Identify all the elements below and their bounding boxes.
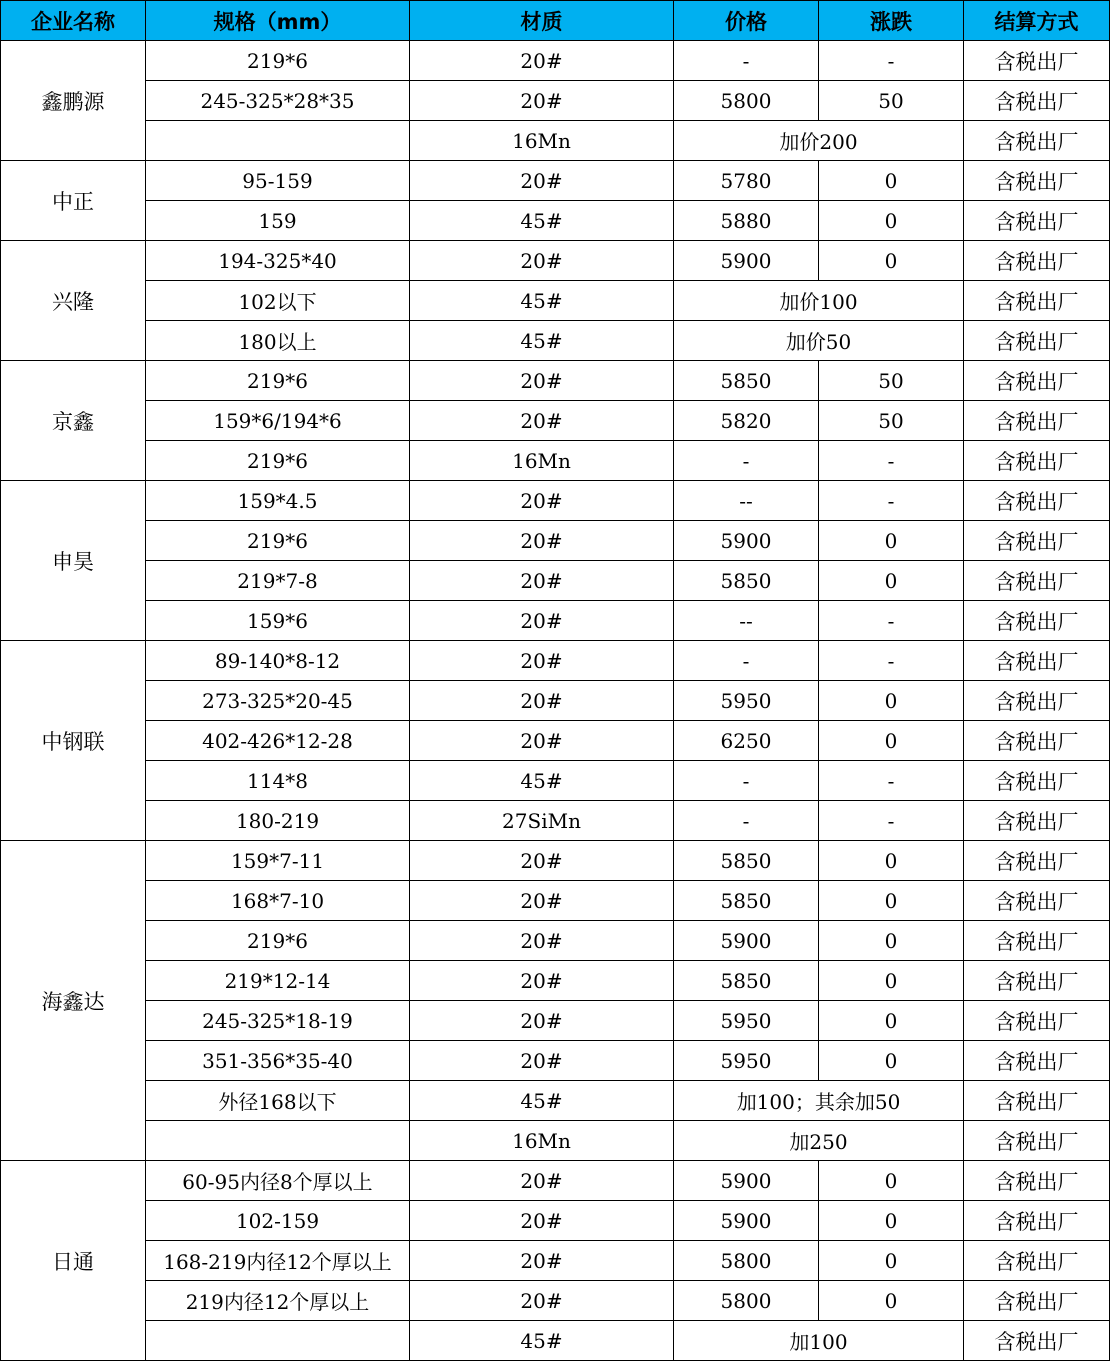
price-cell: 5850 bbox=[674, 961, 819, 1001]
settlement-cell: 含税出厂 bbox=[964, 241, 1110, 281]
material-cell: 45# bbox=[410, 1081, 674, 1121]
spec-cell: 168-219内径12个厚以上 bbox=[146, 1241, 410, 1281]
material-cell: 16Mn bbox=[410, 441, 674, 481]
change-cell: 0 bbox=[819, 1041, 964, 1081]
spec-cell: 245-325*18-19 bbox=[146, 1001, 410, 1041]
settlement-cell: 含税出厂 bbox=[964, 761, 1110, 801]
spec-cell: 159 bbox=[146, 201, 410, 241]
settlement-cell: 含税出厂 bbox=[964, 41, 1110, 81]
spec-cell: 219*6 bbox=[146, 41, 410, 81]
company-name-cell: 中钢联 bbox=[1, 641, 146, 841]
price-cell: 6250 bbox=[674, 721, 819, 761]
header-material: 材质 bbox=[410, 1, 674, 41]
table-row bbox=[1, 441, 1110, 481]
spec-cell: 273-325*20-45 bbox=[146, 681, 410, 721]
table-row bbox=[1, 1281, 1110, 1321]
change-cell: 0 bbox=[819, 201, 964, 241]
change-cell: - bbox=[819, 601, 964, 641]
price-note-cell: 加价100 bbox=[674, 281, 964, 321]
price-cell: 5850 bbox=[674, 561, 819, 601]
change-cell: 50 bbox=[819, 361, 964, 401]
price-cell: 5950 bbox=[674, 1041, 819, 1081]
material-cell: 20# bbox=[410, 921, 674, 961]
company-name-cell: 中正 bbox=[1, 161, 146, 241]
material-cell: 20# bbox=[410, 1001, 674, 1041]
change-cell: 0 bbox=[819, 1001, 964, 1041]
company-name-cell: 鑫鹏源 bbox=[1, 41, 146, 161]
table-row bbox=[1, 321, 1110, 361]
settlement-cell: 含税出厂 bbox=[964, 641, 1110, 681]
settlement-cell: 含税出厂 bbox=[964, 921, 1110, 961]
settlement-cell: 含税出厂 bbox=[964, 1081, 1110, 1121]
table-row bbox=[1, 801, 1110, 841]
material-cell: 45# bbox=[410, 201, 674, 241]
table-body bbox=[1, 41, 1110, 1361]
price-cell: 5850 bbox=[674, 881, 819, 921]
change-cell: 0 bbox=[819, 681, 964, 721]
settlement-cell: 含税出厂 bbox=[964, 441, 1110, 481]
price-cell: 5900 bbox=[674, 1161, 819, 1201]
material-cell: 20# bbox=[410, 681, 674, 721]
header-company: 企业名称 bbox=[1, 1, 146, 41]
settlement-cell: 含税出厂 bbox=[964, 321, 1110, 361]
price-cell: 5950 bbox=[674, 1001, 819, 1041]
settlement-cell: 含税出厂 bbox=[964, 1241, 1110, 1281]
table-row bbox=[1, 1321, 1110, 1361]
material-cell: 20# bbox=[410, 161, 674, 201]
material-cell: 16Mn bbox=[410, 121, 674, 161]
settlement-cell: 含税出厂 bbox=[964, 1001, 1110, 1041]
settlement-cell: 含税出厂 bbox=[964, 481, 1110, 521]
change-cell: - bbox=[819, 41, 964, 81]
spec-cell: 219*6 bbox=[146, 921, 410, 961]
spec-cell: 102以下 bbox=[146, 281, 410, 321]
material-cell: 20# bbox=[410, 1241, 674, 1281]
spec-cell: 402-426*12-28 bbox=[146, 721, 410, 761]
company-name-cell: 申昊 bbox=[1, 481, 146, 641]
settlement-cell: 含税出厂 bbox=[964, 161, 1110, 201]
settlement-cell: 含税出厂 bbox=[964, 561, 1110, 601]
price-note-cell: 加价50 bbox=[674, 321, 964, 361]
material-cell: 27SiMn bbox=[410, 801, 674, 841]
material-cell: 20# bbox=[410, 1161, 674, 1201]
settlement-cell: 含税出厂 bbox=[964, 361, 1110, 401]
price-cell: 5950 bbox=[674, 681, 819, 721]
table-row bbox=[1, 161, 1110, 201]
table-row bbox=[1, 81, 1110, 121]
price-cell: 5850 bbox=[674, 361, 819, 401]
table-row bbox=[1, 561, 1110, 601]
table-row bbox=[1, 41, 1110, 81]
spec-cell: 159*6 bbox=[146, 601, 410, 641]
spec-cell: 159*6/194*6 bbox=[146, 401, 410, 441]
price-cell: 5850 bbox=[674, 841, 819, 881]
spec-cell: 351-356*35-40 bbox=[146, 1041, 410, 1081]
spec-cell: 95-159 bbox=[146, 161, 410, 201]
price-cell: 5900 bbox=[674, 521, 819, 561]
price-note-cell: 加100 bbox=[674, 1321, 964, 1361]
spec-cell bbox=[146, 121, 410, 161]
table-row bbox=[1, 1121, 1110, 1161]
spec-cell: 159*7-11 bbox=[146, 841, 410, 881]
company-name-cell: 兴隆 bbox=[1, 241, 146, 361]
spec-cell: 219*12-14 bbox=[146, 961, 410, 1001]
change-cell: - bbox=[819, 761, 964, 801]
spec-cell: 180-219 bbox=[146, 801, 410, 841]
change-cell: 0 bbox=[819, 241, 964, 281]
table-row bbox=[1, 921, 1110, 961]
material-cell: 20# bbox=[410, 41, 674, 81]
material-cell: 20# bbox=[410, 561, 674, 601]
table-row bbox=[1, 401, 1110, 441]
price-cell: 5900 bbox=[674, 241, 819, 281]
material-cell: 20# bbox=[410, 241, 674, 281]
table-row bbox=[1, 721, 1110, 761]
change-cell: 50 bbox=[819, 81, 964, 121]
price-cell: 5880 bbox=[674, 201, 819, 241]
change-cell: 0 bbox=[819, 161, 964, 201]
table-row bbox=[1, 841, 1110, 881]
change-cell: 0 bbox=[819, 1201, 964, 1241]
change-cell: 0 bbox=[819, 1241, 964, 1281]
table-row bbox=[1, 121, 1110, 161]
table-row bbox=[1, 641, 1110, 681]
spec-cell: 外径168以下 bbox=[146, 1081, 410, 1121]
settlement-cell: 含税出厂 bbox=[964, 841, 1110, 881]
material-cell: 20# bbox=[410, 401, 674, 441]
material-cell: 20# bbox=[410, 1201, 674, 1241]
table-row bbox=[1, 1081, 1110, 1121]
settlement-cell: 含税出厂 bbox=[964, 1281, 1110, 1321]
price-cell: 5820 bbox=[674, 401, 819, 441]
spec-cell: 194-325*40 bbox=[146, 241, 410, 281]
table-row bbox=[1, 521, 1110, 561]
material-cell: 16Mn bbox=[410, 1121, 674, 1161]
settlement-cell: 含税出厂 bbox=[964, 1201, 1110, 1241]
spec-cell bbox=[146, 1321, 410, 1361]
price-cell: - bbox=[674, 761, 819, 801]
table-row bbox=[1, 881, 1110, 921]
spec-cell: 245-325*28*35 bbox=[146, 81, 410, 121]
settlement-cell: 含税出厂 bbox=[964, 201, 1110, 241]
change-cell: 0 bbox=[819, 961, 964, 1001]
material-cell: 45# bbox=[410, 1321, 674, 1361]
settlement-cell: 含税出厂 bbox=[964, 801, 1110, 841]
change-cell: 0 bbox=[819, 521, 964, 561]
table-row bbox=[1, 601, 1110, 641]
table-row bbox=[1, 281, 1110, 321]
settlement-cell: 含税出厂 bbox=[964, 121, 1110, 161]
spec-cell: 180以上 bbox=[146, 321, 410, 361]
change-cell: 0 bbox=[819, 921, 964, 961]
change-cell: 0 bbox=[819, 881, 964, 921]
table-row bbox=[1, 201, 1110, 241]
settlement-cell: 含税出厂 bbox=[964, 401, 1110, 441]
change-cell: - bbox=[819, 641, 964, 681]
table-row bbox=[1, 241, 1110, 281]
material-cell: 20# bbox=[410, 721, 674, 761]
change-cell: 0 bbox=[819, 841, 964, 881]
price-cell: - bbox=[674, 801, 819, 841]
settlement-cell: 含税出厂 bbox=[964, 521, 1110, 561]
spec-cell: 114*8 bbox=[146, 761, 410, 801]
change-cell: 0 bbox=[819, 1161, 964, 1201]
change-cell: 50 bbox=[819, 401, 964, 441]
settlement-cell: 含税出厂 bbox=[964, 1041, 1110, 1081]
settlement-cell: 含税出厂 bbox=[964, 721, 1110, 761]
table-row bbox=[1, 361, 1110, 401]
table-row bbox=[1, 1241, 1110, 1281]
spec-cell: 102-159 bbox=[146, 1201, 410, 1241]
change-cell: 0 bbox=[819, 1281, 964, 1321]
price-cell: 5900 bbox=[674, 1201, 819, 1241]
company-name-cell: 京鑫 bbox=[1, 361, 146, 481]
spec-cell: 89-140*8-12 bbox=[146, 641, 410, 681]
price-cell: 5900 bbox=[674, 921, 819, 961]
material-cell: 45# bbox=[410, 761, 674, 801]
material-cell: 20# bbox=[410, 881, 674, 921]
material-cell: 20# bbox=[410, 1281, 674, 1321]
material-cell: 20# bbox=[410, 1041, 674, 1081]
header-change: 涨跌 bbox=[819, 1, 964, 41]
table-row bbox=[1, 1201, 1110, 1241]
table-row bbox=[1, 761, 1110, 801]
material-cell: 45# bbox=[410, 281, 674, 321]
material-cell: 20# bbox=[410, 521, 674, 561]
header-spec: 规格（mm） bbox=[146, 1, 410, 41]
material-cell: 20# bbox=[410, 841, 674, 881]
price-note-cell: 加100；其余加50 bbox=[674, 1081, 964, 1121]
price-cell: - bbox=[674, 641, 819, 681]
table-row bbox=[1, 961, 1110, 1001]
price-cell: 5800 bbox=[674, 1241, 819, 1281]
table-row bbox=[1, 681, 1110, 721]
header-settlement: 结算方式 bbox=[964, 1, 1110, 41]
table-row bbox=[1, 1161, 1110, 1201]
change-cell: - bbox=[819, 441, 964, 481]
price-note-cell: 加价200 bbox=[674, 121, 964, 161]
change-cell: - bbox=[819, 481, 964, 521]
change-cell: 0 bbox=[819, 561, 964, 601]
company-name-cell: 海鑫达 bbox=[1, 841, 146, 1161]
settlement-cell: 含税出厂 bbox=[964, 1321, 1110, 1361]
spec-cell: 168*7-10 bbox=[146, 881, 410, 921]
material-cell: 20# bbox=[410, 641, 674, 681]
settlement-cell: 含税出厂 bbox=[964, 81, 1110, 121]
settlement-cell: 含税出厂 bbox=[964, 681, 1110, 721]
header-row bbox=[1, 1, 1110, 41]
price-cell: 5780 bbox=[674, 161, 819, 201]
table-row bbox=[1, 481, 1110, 521]
settlement-cell: 含税出厂 bbox=[964, 1161, 1110, 1201]
spec-cell: 219内径12个厚以上 bbox=[146, 1281, 410, 1321]
price-cell: - bbox=[674, 441, 819, 481]
table-row bbox=[1, 1041, 1110, 1081]
price-cell: -- bbox=[674, 481, 819, 521]
price-cell: -- bbox=[674, 601, 819, 641]
material-cell: 20# bbox=[410, 961, 674, 1001]
settlement-cell: 含税出厂 bbox=[964, 881, 1110, 921]
settlement-cell: 含税出厂 bbox=[964, 1121, 1110, 1161]
company-name-cell: 日通 bbox=[1, 1161, 146, 1361]
price-note-cell: 加250 bbox=[674, 1121, 964, 1161]
header-price: 价格 bbox=[674, 1, 819, 41]
spec-cell: 219*6 bbox=[146, 521, 410, 561]
change-cell: 0 bbox=[819, 721, 964, 761]
spec-cell: 159*4.5 bbox=[146, 481, 410, 521]
settlement-cell: 含税出厂 bbox=[964, 281, 1110, 321]
spec-cell: 219*6 bbox=[146, 361, 410, 401]
spec-cell: 219*7-8 bbox=[146, 561, 410, 601]
material-cell: 20# bbox=[410, 481, 674, 521]
settlement-cell: 含税出厂 bbox=[964, 961, 1110, 1001]
material-cell: 45# bbox=[410, 321, 674, 361]
spec-cell: 60-95内径8个厚以上 bbox=[146, 1161, 410, 1201]
material-cell: 20# bbox=[410, 361, 674, 401]
change-cell: - bbox=[819, 801, 964, 841]
spec-cell bbox=[146, 1121, 410, 1161]
table-row bbox=[1, 1001, 1110, 1041]
material-cell: 20# bbox=[410, 81, 674, 121]
spec-cell: 219*6 bbox=[146, 441, 410, 481]
price-cell: 5800 bbox=[674, 1281, 819, 1321]
price-cell: 5800 bbox=[674, 81, 819, 121]
material-cell: 20# bbox=[410, 601, 674, 641]
price-cell: - bbox=[674, 41, 819, 81]
settlement-cell: 含税出厂 bbox=[964, 601, 1110, 641]
